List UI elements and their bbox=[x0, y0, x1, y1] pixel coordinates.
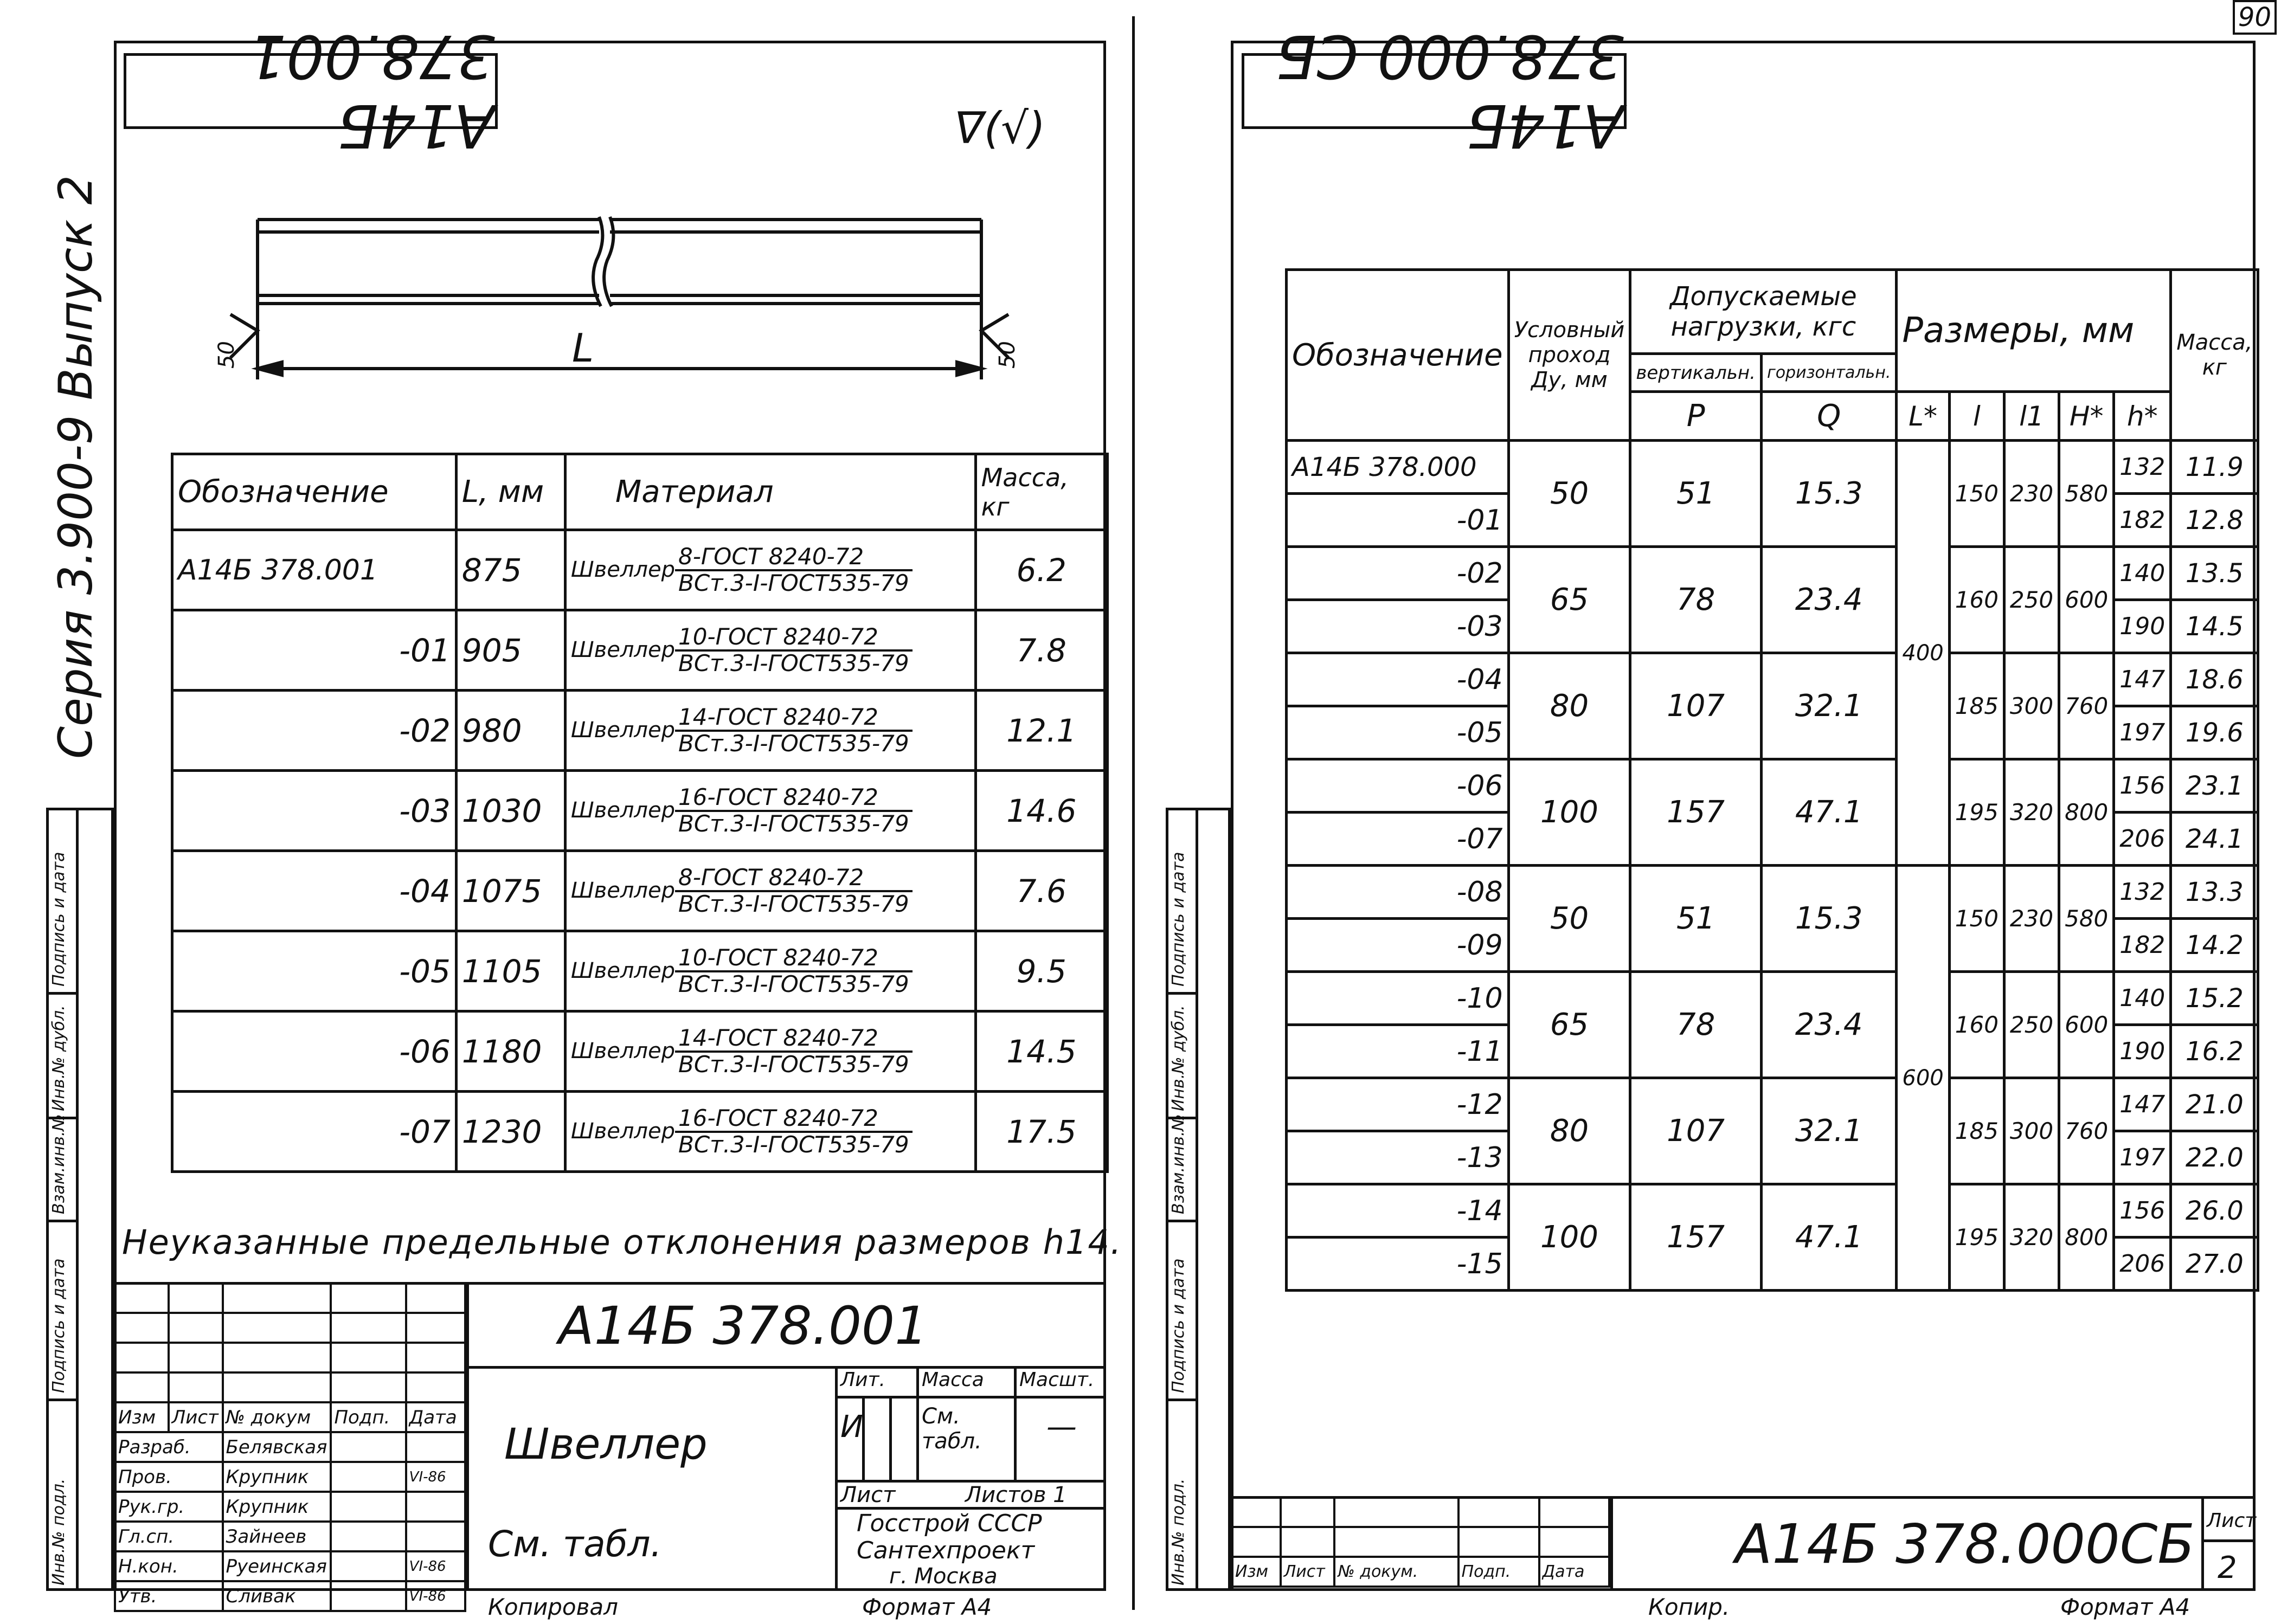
h-loads: Допускаемые нагрузки, кгс bbox=[1630, 270, 1897, 354]
stamp-name: Крупник bbox=[223, 1492, 331, 1522]
material-fraction bbox=[675, 545, 913, 595]
stamp-person-row bbox=[115, 1581, 465, 1611]
col-header: Обозначение bbox=[172, 454, 457, 530]
stamp-signature bbox=[331, 1551, 406, 1581]
cell-l: 195 bbox=[1949, 1184, 2004, 1291]
side-strip-label: Инв.№ подл. bbox=[1169, 1478, 1188, 1586]
cell-l1: 250 bbox=[2004, 972, 2059, 1078]
cell-h: 156 bbox=[2114, 1184, 2171, 1238]
material-bottom: ВСт.3-I-ГОСТ535-79 bbox=[678, 1131, 909, 1158]
org-line1: Госстрой СССР bbox=[857, 1510, 1042, 1537]
scale-label: Масшт. bbox=[1019, 1369, 1095, 1391]
mass-label: Масса bbox=[922, 1369, 984, 1391]
material-prefix: Швеллер bbox=[570, 878, 675, 904]
sheet-label: Лист bbox=[840, 1483, 896, 1507]
table-row bbox=[172, 771, 1108, 851]
h-p: P bbox=[1630, 392, 1762, 441]
left-part-name: Швеллер bbox=[504, 1420, 708, 1469]
cell-l1: 320 bbox=[2004, 759, 2059, 866]
stamp-col-header: Изм bbox=[1232, 1557, 1281, 1587]
left-copied: Копировал bbox=[488, 1594, 618, 1620]
cell-h: 147 bbox=[2114, 1078, 2171, 1131]
cell-h: 190 bbox=[2114, 1025, 2171, 1078]
table-row bbox=[172, 1011, 1108, 1092]
cell-mass: 19.6 bbox=[2171, 706, 2258, 759]
org-line2: Сантехпроект bbox=[857, 1537, 1035, 1564]
table-row bbox=[172, 1092, 1108, 1172]
h-L: L* bbox=[1897, 392, 1949, 441]
stamp-role: Н.кон. bbox=[115, 1551, 223, 1581]
cell-code: -06 bbox=[172, 1011, 457, 1092]
cell-mass: 7.6 bbox=[975, 851, 1107, 931]
cell-h: 140 bbox=[2114, 547, 2171, 600]
cell-l: 185 bbox=[1949, 653, 2004, 759]
cell-code: -04 bbox=[1287, 653, 1509, 706]
cell-L: 600 bbox=[1897, 866, 1949, 1291]
cell-l1: 230 bbox=[2004, 866, 2059, 972]
cell-material bbox=[565, 771, 975, 851]
stamp-person-row bbox=[115, 1492, 465, 1522]
cell-l1: 300 bbox=[2004, 653, 2059, 759]
table-row bbox=[1287, 547, 2258, 600]
cell-mass: 24.1 bbox=[2171, 813, 2258, 866]
org-line3: г. Москва bbox=[889, 1564, 998, 1589]
cell-length: 875 bbox=[456, 530, 565, 610]
h-l1: l1 bbox=[2004, 392, 2059, 441]
cell-q: 15.3 bbox=[1761, 866, 1896, 972]
cell-p: 107 bbox=[1630, 1078, 1762, 1184]
cell-dn: 65 bbox=[1508, 547, 1630, 653]
cell-H: 600 bbox=[2059, 547, 2114, 653]
side-strip-label: Подпись и дата bbox=[49, 852, 68, 987]
stamp-date: VI-86 bbox=[406, 1581, 465, 1611]
cell-code: -03 bbox=[1287, 600, 1509, 653]
cell-code: -13 bbox=[1287, 1131, 1509, 1184]
left-title-doc-number: А14Б 378.001 bbox=[558, 1296, 928, 1356]
cell-code: -09 bbox=[1287, 919, 1509, 972]
cell-q: 23.4 bbox=[1761, 972, 1896, 1078]
cell-h: 206 bbox=[2114, 813, 2171, 866]
cell-mass: 11.9 bbox=[2171, 441, 2258, 494]
lit-label: Лит. bbox=[840, 1369, 885, 1391]
right-format: Формат А4 bbox=[2060, 1594, 2190, 1620]
col-header: L, мм bbox=[456, 454, 565, 530]
table-row bbox=[172, 851, 1108, 931]
material-top: 14-ГОСТ 8240-72 bbox=[675, 705, 913, 731]
cell-p: 78 bbox=[1630, 972, 1762, 1078]
cell-mass: 21.0 bbox=[2171, 1078, 2258, 1131]
cell-mass: 9.5 bbox=[975, 931, 1107, 1011]
cell-h: 132 bbox=[2114, 441, 2171, 494]
cell-code: -08 bbox=[1287, 866, 1509, 919]
cell-length: 980 bbox=[456, 691, 565, 771]
cell-mass: 14.5 bbox=[2171, 600, 2258, 653]
cell-dn: 50 bbox=[1508, 866, 1630, 972]
cell-code: -04 bbox=[172, 851, 457, 931]
stamp-person-row bbox=[115, 1432, 465, 1462]
cell-mass: 17.5 bbox=[975, 1092, 1107, 1172]
cell-H: 800 bbox=[2059, 759, 2114, 866]
h-dn: Условный проход Ду, мм bbox=[1508, 270, 1630, 441]
cell-h: 182 bbox=[2114, 919, 2171, 972]
cell-material bbox=[565, 610, 975, 691]
stamp-col-header: Лист bbox=[169, 1402, 223, 1432]
stamp-name: Крупник bbox=[223, 1462, 331, 1492]
assembly-table bbox=[1285, 268, 2259, 1292]
cell-l: 150 bbox=[1949, 866, 2004, 972]
stamp-col-header: Изм bbox=[115, 1402, 169, 1432]
cell-mass: 23.1 bbox=[2171, 759, 2258, 813]
cell-h: 206 bbox=[2114, 1238, 2171, 1291]
cell-length: 1230 bbox=[456, 1092, 565, 1172]
stamp-role: Утв. bbox=[115, 1581, 223, 1611]
cell-code: -06 bbox=[1287, 759, 1509, 813]
cell-code: -07 bbox=[1287, 813, 1509, 866]
cell-mass: 14.6 bbox=[975, 771, 1107, 851]
cell-H: 760 bbox=[2059, 1078, 2114, 1184]
side-strip-label: Подпись и дата bbox=[1169, 852, 1188, 987]
dimension-label-l: L bbox=[572, 325, 594, 371]
page-number: 90 bbox=[2233, 0, 2277, 35]
material-bottom: ВСт.3-I-ГОСТ535-79 bbox=[678, 569, 909, 596]
material-prefix: Швеллер bbox=[570, 557, 675, 583]
table-row bbox=[1287, 1078, 2258, 1131]
material-top: 14-ГОСТ 8240-72 bbox=[675, 1026, 913, 1052]
stamp-col-header: Дата bbox=[1539, 1557, 1609, 1587]
cell-material bbox=[565, 1092, 975, 1172]
cell-q: 32.1 bbox=[1761, 653, 1896, 759]
cell-p: 51 bbox=[1630, 441, 1762, 547]
cell-mass: 13.3 bbox=[2171, 866, 2258, 919]
stamp-person-row bbox=[115, 1522, 465, 1551]
cell-h: 140 bbox=[2114, 972, 2171, 1025]
material-bottom: ВСт.3-I-ГОСТ535-79 bbox=[678, 970, 909, 997]
stamp-col-header: Подп. bbox=[1458, 1557, 1539, 1587]
cell-dn: 50 bbox=[1508, 441, 1630, 547]
left-stamp-title: А14Б 378.001 bbox=[124, 53, 498, 129]
cell-l1: 230 bbox=[2004, 441, 2059, 547]
stamp-signature bbox=[331, 1462, 406, 1492]
cell-length: 1180 bbox=[456, 1011, 565, 1092]
material-fraction bbox=[675, 625, 913, 675]
material-fraction bbox=[675, 1106, 913, 1156]
cell-code: -12 bbox=[1287, 1078, 1509, 1131]
cell-dn: 80 bbox=[1508, 1078, 1630, 1184]
cell-mass: 13.5 bbox=[2171, 547, 2258, 600]
cell-code: -15 bbox=[1287, 1238, 1509, 1291]
cell-code: -02 bbox=[1287, 547, 1509, 600]
stamp-role: Разраб. bbox=[115, 1432, 223, 1462]
material-prefix: Швеллер bbox=[570, 1039, 675, 1064]
cell-length: 1075 bbox=[456, 851, 565, 931]
right-sheet-label: Лист bbox=[2207, 1510, 2257, 1532]
materials-table bbox=[171, 453, 1109, 1173]
h-q: Q bbox=[1761, 392, 1896, 441]
stamp-signature bbox=[331, 1492, 406, 1522]
cell-l: 185 bbox=[1949, 1078, 2004, 1184]
cell-mass: 14.2 bbox=[2171, 919, 2258, 972]
stamp-name: Зайнеев bbox=[223, 1522, 331, 1551]
tolerance-note: Неуказанные предельные отклонения размеров h14. bbox=[122, 1222, 1122, 1262]
h-H: H* bbox=[2059, 392, 2114, 441]
cell-mass: 16.2 bbox=[2171, 1025, 2258, 1078]
cell-l1: 250 bbox=[2004, 547, 2059, 653]
material-prefix: Швеллер bbox=[570, 637, 675, 663]
stamp-signature bbox=[331, 1522, 406, 1551]
cell-mass: 12.8 bbox=[2171, 494, 2258, 547]
series-label: Серия 3.900-9 Выпуск 2 bbox=[49, 175, 103, 759]
material-prefix: Швеллер bbox=[570, 798, 675, 823]
cell-l: 160 bbox=[1949, 972, 2004, 1078]
stamp-name: Сливак bbox=[223, 1581, 331, 1611]
stamp-col-header: № докум. bbox=[1334, 1557, 1458, 1587]
stamp-date: VI-86 bbox=[406, 1462, 465, 1492]
cell-h: 147 bbox=[2114, 653, 2171, 706]
table-row bbox=[1287, 1184, 2258, 1238]
h-mass: Масса, кг bbox=[2171, 270, 2258, 441]
cell-material bbox=[565, 1011, 975, 1092]
col-header: Материал bbox=[565, 454, 975, 530]
scale-value: — bbox=[1046, 1409, 1077, 1445]
stamp-role: Гл.сп. bbox=[115, 1522, 223, 1551]
cell-mass: 26.0 bbox=[2171, 1184, 2258, 1238]
material-prefix: Швеллер bbox=[570, 718, 675, 743]
right-stamp-title: А14Б 378.000 СБ bbox=[1242, 53, 1627, 129]
cell-mass: 7.8 bbox=[975, 610, 1107, 691]
side-strip-label: Инв.№ дубл. bbox=[1169, 1005, 1188, 1111]
cell-dn: 65 bbox=[1508, 972, 1630, 1078]
table-row bbox=[1287, 441, 2258, 494]
material-top: 10-ГОСТ 8240-72 bbox=[675, 946, 913, 972]
cell-H: 580 bbox=[2059, 441, 2114, 547]
end-mark-left: 50 bbox=[214, 341, 239, 369]
cell-material bbox=[565, 691, 975, 771]
h-designation: Обозначение bbox=[1287, 270, 1509, 441]
cell-q: 15.3 bbox=[1761, 441, 1896, 547]
stamp-person-row bbox=[115, 1462, 465, 1492]
cell-code: -10 bbox=[1287, 972, 1509, 1025]
sheets-label: Листов 1 bbox=[965, 1483, 1067, 1507]
material-prefix: Швеллер bbox=[570, 958, 675, 984]
stamp-col-header: Дата bbox=[406, 1402, 465, 1432]
stamp-signature bbox=[331, 1432, 406, 1462]
stamp-name: Белявская bbox=[223, 1432, 331, 1462]
right-copied: Копир. bbox=[1648, 1594, 1730, 1620]
material-top: 8-ГОСТ 8240-72 bbox=[675, 866, 913, 892]
cell-h: 197 bbox=[2114, 1131, 2171, 1184]
cell-code: -05 bbox=[172, 931, 457, 1011]
material-fraction bbox=[675, 946, 913, 996]
cell-mass: 18.6 bbox=[2171, 653, 2258, 706]
lit-value: И bbox=[840, 1409, 863, 1445]
cell-length: 1105 bbox=[456, 931, 565, 1011]
cell-p: 107 bbox=[1630, 653, 1762, 759]
stamp-col-header: Лист bbox=[1281, 1557, 1335, 1587]
side-strip-label: Подпись и дата bbox=[1169, 1258, 1188, 1393]
surface-roughness-mark: ᐁ(√) bbox=[954, 103, 1046, 153]
cell-h: 156 bbox=[2114, 759, 2171, 813]
cell-p: 51 bbox=[1630, 866, 1762, 972]
cell-mass: 12.1 bbox=[975, 691, 1107, 771]
col-header: Масса, кг bbox=[975, 454, 1107, 530]
table-row bbox=[1287, 866, 2258, 919]
side-strip-label: Взам.инв.№ bbox=[1169, 1114, 1188, 1214]
cell-dn: 100 bbox=[1508, 759, 1630, 866]
material-bottom: ВСт.3-I-ГОСТ535-79 bbox=[678, 730, 909, 757]
cell-q: 32.1 bbox=[1761, 1078, 1896, 1184]
left-revision-block bbox=[114, 1282, 466, 1612]
table-row bbox=[172, 530, 1108, 610]
cell-mass: 27.0 bbox=[2171, 1238, 2258, 1291]
cell-code: -03 bbox=[172, 771, 457, 851]
material-bottom: ВСт.3-I-ГОСТ535-79 bbox=[678, 810, 909, 837]
material-bottom: ВСт.3-I-ГОСТ535-79 bbox=[678, 649, 909, 676]
h-vert: вертикальн. bbox=[1630, 354, 1762, 392]
cell-code: А14Б 378.001 bbox=[172, 530, 457, 610]
material-bottom: ВСт.3-I-ГОСТ535-79 bbox=[678, 1051, 909, 1078]
table-row bbox=[172, 691, 1108, 771]
mass-value: См. табл. bbox=[922, 1404, 982, 1454]
material-bottom: ВСт.3-I-ГОСТ535-79 bbox=[678, 890, 909, 917]
stamp-name: Руеинская bbox=[223, 1551, 331, 1581]
table-row bbox=[1287, 972, 2258, 1025]
cell-q: 47.1 bbox=[1761, 759, 1896, 866]
table-header-row bbox=[172, 454, 1108, 530]
side-strip-label: Инв.№ подл. bbox=[49, 1478, 68, 1586]
cell-h: 132 bbox=[2114, 866, 2171, 919]
channel-drawing bbox=[195, 206, 1041, 401]
stamp-col-header: Подп. bbox=[331, 1402, 406, 1432]
cell-length: 905 bbox=[456, 610, 565, 691]
cell-p: 78 bbox=[1630, 547, 1762, 653]
cell-l1: 320 bbox=[2004, 1184, 2059, 1291]
cell-H: 580 bbox=[2059, 866, 2114, 972]
cell-mass: 22.0 bbox=[2171, 1131, 2258, 1184]
cell-H: 800 bbox=[2059, 1184, 2114, 1291]
cell-h: 190 bbox=[2114, 600, 2171, 653]
stamp-col-header: № докум bbox=[223, 1402, 331, 1432]
stamp-role: Рук.гр. bbox=[115, 1492, 223, 1522]
stamp-role: Пров. bbox=[115, 1462, 223, 1492]
cell-mass: 6.2 bbox=[975, 530, 1107, 610]
stamp-date bbox=[406, 1492, 465, 1522]
left-format: Формат А4 bbox=[862, 1594, 992, 1620]
cell-code: -01 bbox=[1287, 494, 1509, 547]
cell-length: 1030 bbox=[456, 771, 565, 851]
cell-H: 760 bbox=[2059, 653, 2114, 759]
cell-H: 600 bbox=[2059, 972, 2114, 1078]
cell-material bbox=[565, 931, 975, 1011]
material-top: 16-ГОСТ 8240-72 bbox=[675, 785, 913, 811]
cell-l: 195 bbox=[1949, 759, 2004, 866]
stamp-signature bbox=[331, 1581, 406, 1611]
cell-mass: 14.5 bbox=[975, 1011, 1107, 1092]
stamp-date bbox=[406, 1432, 465, 1462]
table-row bbox=[172, 931, 1108, 1011]
cell-material bbox=[565, 530, 975, 610]
cell-dn: 100 bbox=[1508, 1184, 1630, 1291]
right-sheet-value: 2 bbox=[2218, 1550, 2237, 1586]
material-top: 10-ГОСТ 8240-72 bbox=[675, 625, 913, 651]
cell-code: -14 bbox=[1287, 1184, 1509, 1238]
material-fraction bbox=[675, 705, 913, 755]
cell-p: 157 bbox=[1630, 1184, 1762, 1291]
cell-p: 157 bbox=[1630, 759, 1762, 866]
cell-dn: 80 bbox=[1508, 653, 1630, 759]
left-part-material: См. табл. bbox=[488, 1523, 662, 1565]
side-strip-label: Подпись и дата bbox=[49, 1258, 68, 1393]
end-mark-right: 50 bbox=[995, 341, 1020, 369]
side-strip-label: Инв.№ дубл. bbox=[49, 1005, 68, 1111]
h-h: h* bbox=[2114, 392, 2171, 441]
cell-code: -11 bbox=[1287, 1025, 1509, 1078]
cell-h: 182 bbox=[2114, 494, 2171, 547]
material-fraction bbox=[675, 785, 913, 835]
cell-code: -01 bbox=[172, 610, 457, 691]
table-row bbox=[172, 610, 1108, 691]
material-prefix: Швеллер bbox=[570, 1119, 675, 1144]
stamp-person-row bbox=[115, 1551, 465, 1581]
stamp-date bbox=[406, 1522, 465, 1551]
cell-l: 160 bbox=[1949, 547, 2004, 653]
material-fraction bbox=[675, 1026, 913, 1076]
cell-l: 150 bbox=[1949, 441, 2004, 547]
cell-code: А14Б 378.000 bbox=[1287, 441, 1509, 494]
h-l: l bbox=[1949, 392, 2004, 441]
cell-q: 47.1 bbox=[1761, 1184, 1896, 1291]
right-title-doc-number: А14Б 378.000СБ bbox=[1735, 1512, 2195, 1576]
cell-code: -07 bbox=[172, 1092, 457, 1172]
table-row bbox=[1287, 759, 2258, 813]
cell-mass: 15.2 bbox=[2171, 972, 2258, 1025]
table-row bbox=[1287, 653, 2258, 706]
material-top: 8-ГОСТ 8240-72 bbox=[675, 545, 913, 571]
cell-code: -05 bbox=[1287, 706, 1509, 759]
cell-h: 197 bbox=[2114, 706, 2171, 759]
cell-code: -02 bbox=[172, 691, 457, 771]
stamp-date: VI-86 bbox=[406, 1551, 465, 1581]
cell-l1: 300 bbox=[2004, 1078, 2059, 1184]
h-sizes: Размеры, мм bbox=[1897, 270, 2171, 392]
right-revision-block bbox=[1231, 1496, 1610, 1588]
cell-L: 400 bbox=[1897, 441, 1949, 866]
cell-q: 23.4 bbox=[1761, 547, 1896, 653]
h-horiz: горизонтальн. bbox=[1761, 354, 1896, 392]
cell-material bbox=[565, 851, 975, 931]
material-top: 16-ГОСТ 8240-72 bbox=[675, 1106, 913, 1132]
material-fraction bbox=[675, 866, 913, 916]
side-strip-label: Взам.инв.№ bbox=[49, 1114, 68, 1214]
